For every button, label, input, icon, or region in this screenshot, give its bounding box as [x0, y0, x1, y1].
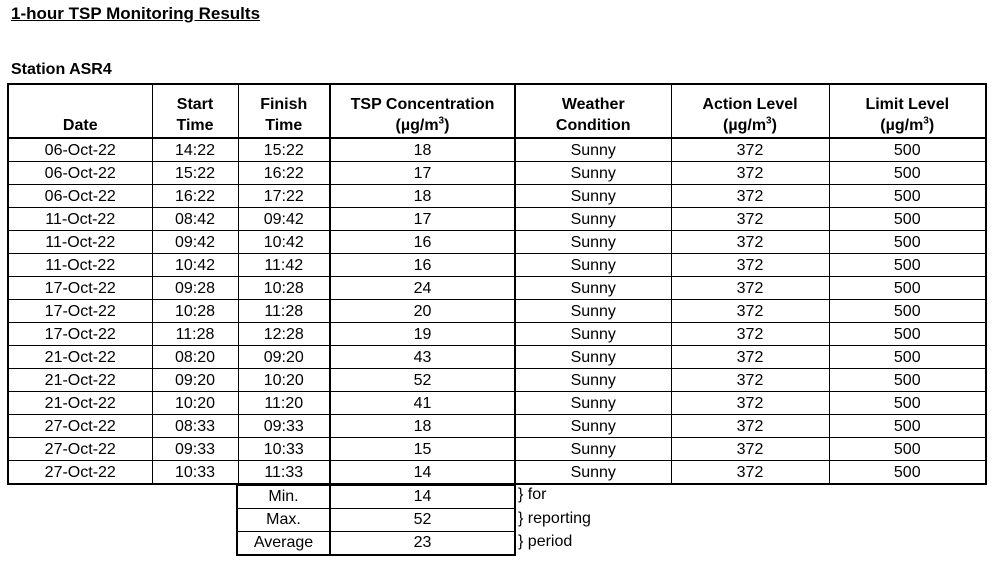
summary-row-max: [237, 509, 515, 532]
cell-weather-condition: Sunny: [515, 346, 671, 369]
header-action-level: Action Level $(\mu g/m^3)$: [671, 84, 829, 138]
cell-weather-condition: Sunny: [515, 254, 671, 277]
cell-limit-level: 500: [829, 323, 986, 346]
table-row: [8, 208, 986, 231]
cell-action-level: 372: [671, 254, 829, 277]
table-row: [8, 138, 986, 162]
table-row: [8, 277, 986, 300]
cell-finish-time: 17:22: [238, 185, 330, 208]
cell-action-level: 372: [671, 323, 829, 346]
summary-row-min: [237, 485, 515, 509]
cell-tsp-concentration: 15: [330, 438, 515, 461]
cell-weather-condition: Sunny: [515, 300, 671, 323]
cell-date: 11-Oct-22: [8, 208, 152, 231]
cell-tsp-concentration: 41: [330, 392, 515, 415]
cell-limit-level: 500: [829, 300, 986, 323]
cell-start-time: 16:22: [152, 185, 238, 208]
cell-limit-level: 500: [829, 438, 986, 461]
cell-action-level: 372: [671, 300, 829, 323]
cell-action-level: 372: [671, 277, 829, 300]
cell-weather-condition: Sunny: [515, 208, 671, 231]
table-row: [8, 415, 986, 438]
cell-action-level: 372: [671, 369, 829, 392]
cell-action-level: 372: [671, 231, 829, 254]
cell-finish-time: 11:42: [238, 254, 330, 277]
summary-note: } for: [518, 486, 547, 503]
cell-limit-level: 500: [829, 208, 986, 231]
cell-limit-level: 500: [829, 277, 986, 300]
cell-weather-condition: Sunny: [515, 323, 671, 346]
cell-action-level: 372: [671, 162, 829, 185]
cell-finish-time: 09:33: [238, 415, 330, 438]
summary-value: 14: [330, 485, 515, 509]
cell-weather-condition: Sunny: [515, 162, 671, 185]
cell-tsp-concentration: 19: [330, 323, 515, 346]
station-label: Station ASR4: [11, 61, 112, 78]
cell-date: 17-Oct-22: [8, 300, 152, 323]
table-row: [8, 323, 986, 346]
cell-finish-time: 10:28: [238, 277, 330, 300]
cell-date: 17-Oct-22: [8, 277, 152, 300]
table-row: [8, 162, 986, 185]
cell-tsp-concentration: 17: [330, 208, 515, 231]
table-row: [8, 254, 986, 277]
cell-limit-level: 500: [829, 185, 986, 208]
cell-date: 11-Oct-22: [8, 254, 152, 277]
table-row: [8, 300, 986, 323]
cell-date: 27-Oct-22: [8, 461, 152, 485]
cell-finish-time: 10:20: [238, 369, 330, 392]
cell-start-time: 11:28: [152, 323, 238, 346]
cell-date: 21-Oct-22: [8, 346, 152, 369]
cell-tsp-concentration: 52: [330, 369, 515, 392]
cell-tsp-concentration: 18: [330, 415, 515, 438]
cell-weather-condition: Sunny: [515, 231, 671, 254]
cell-weather-condition: Sunny: [515, 415, 671, 438]
cell-action-level: 372: [671, 138, 829, 162]
cell-start-time: 09:33: [152, 438, 238, 461]
cell-start-time: 09:28: [152, 277, 238, 300]
cell-finish-time: 16:22: [238, 162, 330, 185]
cell-tsp-concentration: 43: [330, 346, 515, 369]
summary-note: } period: [518, 533, 573, 550]
cell-limit-level: 500: [829, 346, 986, 369]
cell-finish-time: 10:42: [238, 231, 330, 254]
header-tsp-concentration: TSP Concentration $(\mu g/m^3)$: [330, 84, 515, 138]
summary-label: Max.: [237, 509, 330, 532]
cell-date: 27-Oct-22: [8, 415, 152, 438]
cell-date: 21-Oct-22: [8, 369, 152, 392]
cell-limit-level: 500: [829, 138, 986, 162]
cell-finish-time: 11:20: [238, 392, 330, 415]
cell-weather-condition: Sunny: [515, 461, 671, 485]
cell-limit-level: 500: [829, 415, 986, 438]
summary-table: [236, 484, 516, 556]
cell-tsp-concentration: 16: [330, 231, 515, 254]
cell-finish-time: 11:33: [238, 461, 330, 485]
table-row: [8, 369, 986, 392]
cell-limit-level: 500: [829, 369, 986, 392]
cell-date: 27-Oct-22: [8, 438, 152, 461]
cell-start-time: 09:20: [152, 369, 238, 392]
cell-action-level: 372: [671, 392, 829, 415]
summary-label: Min.: [237, 485, 330, 509]
cell-limit-level: 500: [829, 254, 986, 277]
cell-weather-condition: Sunny: [515, 277, 671, 300]
cell-start-time: 10:42: [152, 254, 238, 277]
summary-row-average: [237, 532, 515, 556]
cell-tsp-concentration: 18: [330, 138, 515, 162]
cell-action-level: 372: [671, 415, 829, 438]
table-row: [8, 392, 986, 415]
summary-label: Average: [237, 532, 330, 556]
cell-tsp-concentration: 14: [330, 461, 515, 485]
cell-limit-level: 500: [829, 392, 986, 415]
cell-date: 21-Oct-22: [8, 392, 152, 415]
cell-action-level: 372: [671, 346, 829, 369]
cell-weather-condition: Sunny: [515, 138, 671, 162]
cell-start-time: 08:33: [152, 415, 238, 438]
cell-action-level: 372: [671, 438, 829, 461]
cell-weather-condition: Sunny: [515, 369, 671, 392]
cell-tsp-concentration: 24: [330, 277, 515, 300]
cell-tsp-concentration: 16: [330, 254, 515, 277]
table-row: [8, 346, 986, 369]
cell-weather-condition: Sunny: [515, 438, 671, 461]
header-date: Date: [8, 84, 152, 138]
cell-limit-level: 500: [829, 461, 986, 485]
cell-finish-time: 11:28: [238, 300, 330, 323]
summary-value: 23: [330, 532, 515, 556]
cell-start-time: 09:42: [152, 231, 238, 254]
cell-finish-time: 09:42: [238, 208, 330, 231]
table-row: [8, 231, 986, 254]
cell-tsp-concentration: 18: [330, 185, 515, 208]
monitoring-table: [7, 83, 987, 485]
cell-tsp-concentration: 17: [330, 162, 515, 185]
summary-note: } reporting: [518, 510, 591, 527]
cell-date: 11-Oct-22: [8, 231, 152, 254]
page-title: 1-hour TSP Monitoring Results: [11, 4, 261, 23]
cell-date: 06-Oct-22: [8, 185, 152, 208]
cell-start-time: 08:20: [152, 346, 238, 369]
table-row: [8, 461, 986, 485]
cell-start-time: 10:28: [152, 300, 238, 323]
cell-finish-time: 15:22: [238, 138, 330, 162]
header-limit-level: Limit Level $(\mu g/m^3)$: [829, 84, 986, 138]
cell-tsp-concentration: 20: [330, 300, 515, 323]
table-row: [8, 185, 986, 208]
header-finish-time: Finish Time: [238, 84, 330, 138]
cell-start-time: 10:33: [152, 461, 238, 485]
cell-start-time: 10:20: [152, 392, 238, 415]
cell-start-time: 08:42: [152, 208, 238, 231]
cell-date: 06-Oct-22: [8, 162, 152, 185]
cell-limit-level: 500: [829, 231, 986, 254]
cell-date: 06-Oct-22: [8, 138, 152, 162]
cell-finish-time: 10:33: [238, 438, 330, 461]
table-row: [8, 438, 986, 461]
cell-start-time: 14:22: [152, 138, 238, 162]
cell-weather-condition: Sunny: [515, 392, 671, 415]
cell-action-level: 372: [671, 461, 829, 485]
cell-action-level: 372: [671, 208, 829, 231]
cell-finish-time: 09:20: [238, 346, 330, 369]
cell-limit-level: 500: [829, 162, 986, 185]
cell-weather-condition: Sunny: [515, 185, 671, 208]
table-header-row: [8, 84, 986, 138]
header-start-time: Start Time: [152, 84, 238, 138]
cell-finish-time: 12:28: [238, 323, 330, 346]
header-weather-condition: Weather Condition: [515, 84, 671, 138]
summary-value: 52: [330, 509, 515, 532]
cell-action-level: 372: [671, 185, 829, 208]
cell-start-time: 15:22: [152, 162, 238, 185]
cell-date: 17-Oct-22: [8, 323, 152, 346]
